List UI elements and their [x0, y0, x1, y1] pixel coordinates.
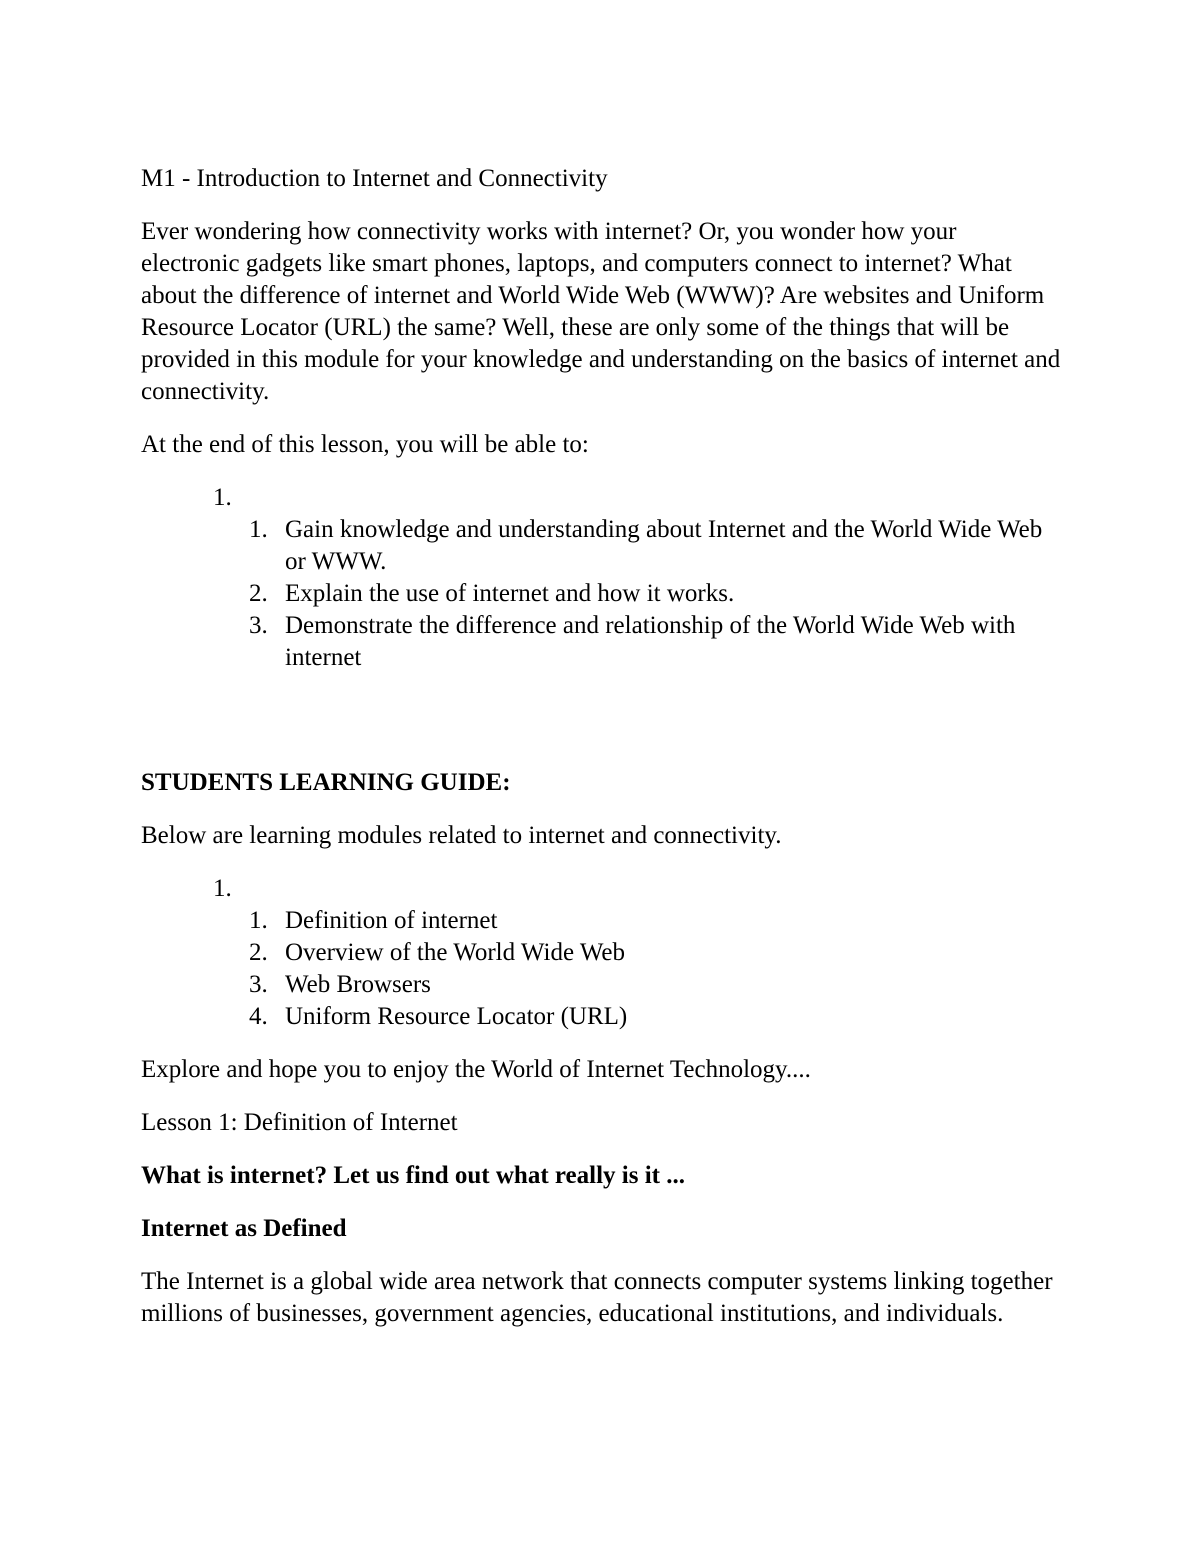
list-item: [249, 1001, 1061, 1033]
outer-list-number: 1.: [213, 484, 232, 511]
list-item-number: 3.: [249, 971, 268, 998]
outer-list-number: 1.: [213, 875, 232, 902]
list-item-text: Explain the use of internet and how it works.: [285, 580, 735, 607]
list-item-text: Demonstrate the difference and relationship of the World Wide Web with internet: [285, 612, 1016, 671]
list-item-text: Overview of the World Wide Web: [285, 939, 626, 966]
list-item-text: Uniform Resource Locator (URL): [285, 1003, 628, 1030]
subheading: Internet as Defined: [141, 1215, 347, 1242]
lesson-title: Lesson 1: Definition of Internet: [141, 1109, 458, 1136]
list-item: [249, 514, 1061, 578]
spacer: [141, 1033, 1061, 1054]
document-body: [141, 163, 1061, 1330]
list-item-number: 1.: [249, 907, 268, 934]
list-item: [249, 578, 1061, 610]
definition-paragraph: The Internet is a global wide area network that connects computer systems linking together millions of businesses, government agencies, educational institutions, and individuals.: [141, 1268, 1053, 1327]
intro-paragraph: Ever wondering how connectivity works with internet? Or, you wonder how your electronic gadgets like smart phones, laptops, and computers connect to internet? What about the difference of internet and World Wide Web (WWW)? Are websites and Uniform Resource Locator (URL) the same? Well, these are only some of the things that will be provided in this module for your knowledge and understanding on the basics of internet and connectivity.: [141, 218, 1061, 405]
list-item-number: 3.: [249, 612, 268, 639]
section-heading: STUDENTS LEARNING GUIDE:: [141, 769, 511, 796]
list-item: [249, 969, 1061, 1001]
list-item: [249, 937, 1061, 969]
list-item-text: Gain knowledge and understanding about Internet and the World Wide Web or WWW.: [285, 516, 1043, 575]
spacer: [141, 674, 1061, 767]
objectives-list: [249, 514, 1061, 674]
list-item-number: 4.: [249, 1003, 268, 1030]
list-item-number: 2.: [249, 580, 268, 607]
modules-list: [249, 905, 1061, 1033]
list-item-text: Web Browsers: [285, 971, 431, 998]
objectives-outer-marker: [141, 482, 1061, 514]
modules-lead: Below are learning modules related to internet and connectivity.: [141, 822, 782, 849]
list-item: [249, 905, 1061, 937]
list-item: [249, 610, 1061, 674]
lesson-question: What is internet? Let us find out what really is it ...: [141, 1162, 685, 1189]
list-item-number: 1.: [249, 516, 268, 543]
modules-outer-marker: [141, 873, 1061, 905]
explore-line: Explore and hope you to enjoy the World of Internet Technology....: [141, 1056, 811, 1083]
document-title: M1 - Introduction to Internet and Connectivity: [141, 165, 608, 192]
list-item-number: 2.: [249, 939, 268, 966]
list-item-text: Definition of internet: [285, 907, 498, 934]
objectives-lead: At the end of this lesson, you will be able to:: [141, 431, 589, 458]
